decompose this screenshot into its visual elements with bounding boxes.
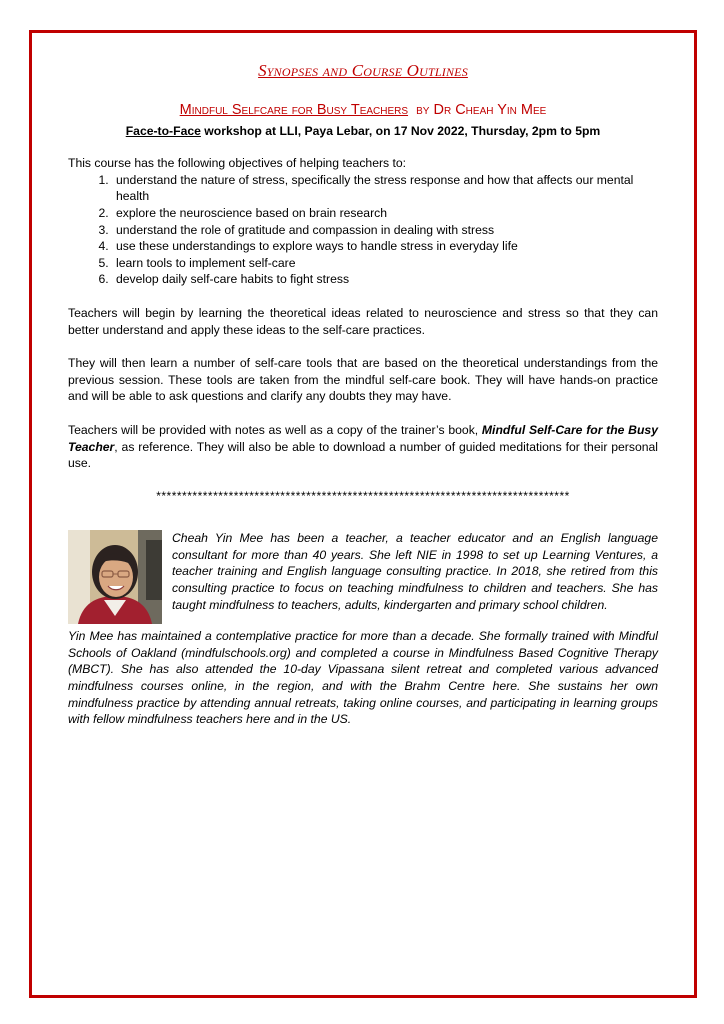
objective-item: 5. learn tools to implement self-care <box>112 255 658 272</box>
course-mode: Face-to-Face <box>125 123 201 138</box>
course-author: by Dr Cheah Yin Mee <box>416 101 547 118</box>
document-body <box>68 60 658 728</box>
objective-item: 1. understand the nature of stress, specifically the stress response and how that affects our mental health <box>112 172 658 205</box>
bio-paragraph-practice: Yin Mee has maintained a contemplative practice for more than a decade. She formally trained with Mindful Schools of Oakland (mindfulschools.org) and completed a course in Mindfulness Based Cognitive Therapy (MBCT). She has also attended the 10-day Vipassana silent retreat and completed various advanced mindfulness courses online, in the region, and with the Brahm Centre here. She sustains her own mindfulness practice by attending annual retreats, taking online courses, and participating in learning groups with fellow mindfulness teachers here and in the US. <box>68 629 658 727</box>
materials-text-end: , as reference. They will also be able to download a number of guided meditations for their personal use. <box>68 439 658 471</box>
objective-item: 4. use these understandings to explore ways to handle stress in everyday life <box>112 238 658 255</box>
objective-item: 3. understand the role of gratitude and compassion in dealing with stress <box>112 222 658 239</box>
paragraph-materials <box>68 422 658 472</box>
paragraph-theory: Teachers will begin by learning the theoretical ideas related to neuroscience and stress so that they can better understand and apply these ideas to the self-care practices. <box>68 305 658 337</box>
book-title: Mindful Self-Care for the Busy Teacher <box>68 422 658 454</box>
section-separator: ******************************************************************************** <box>156 488 570 503</box>
objectives-intro: This course has the following objectives of helping teachers to: <box>68 156 407 171</box>
objective-item: 6. develop daily self-care habits to fight stress <box>112 271 658 288</box>
bio-paragraph-career: Cheah Yin Mee has been a teacher, a teacher educator and an English language consultant for more than 40 years. She left NIE in 1998 to set up Learning Ventures, a teacher training and English language consulting practice. In 2018, she retired from this consulting practice to focus on teaching mindfulness to children and teachers. She has taught mindfulness to teachers, adults, kindergarten and primary school children. <box>172 531 658 612</box>
course-name: Mindful Selfcare for Busy Teachers <box>179 101 409 118</box>
course-title <box>68 101 658 119</box>
materials-text-start: Teachers will be provided with notes as well as a copy of the trainer’s book, <box>68 422 482 437</box>
course-details: workshop at LLI, Paya Lebar, on 17 Nov 2022, Thursday, 2pm to 5pm <box>200 123 601 138</box>
objectives-list <box>68 172 658 288</box>
course-subtitle <box>68 123 658 140</box>
paragraph-tools: They will then learn a number of self-care tools that are based on the theoretical understandings from the previous session. These tools are taken from the mindful self-care book. They will have hands-on practice and will be able to ask questions and clarify any doubts they may have. <box>68 356 658 404</box>
trainer-photo <box>68 530 162 624</box>
page-heading: Synopses and Course Outlines <box>258 61 468 80</box>
trainer-bio <box>68 530 658 728</box>
objective-item: 2. explore the neuroscience based on brain research <box>112 205 658 222</box>
